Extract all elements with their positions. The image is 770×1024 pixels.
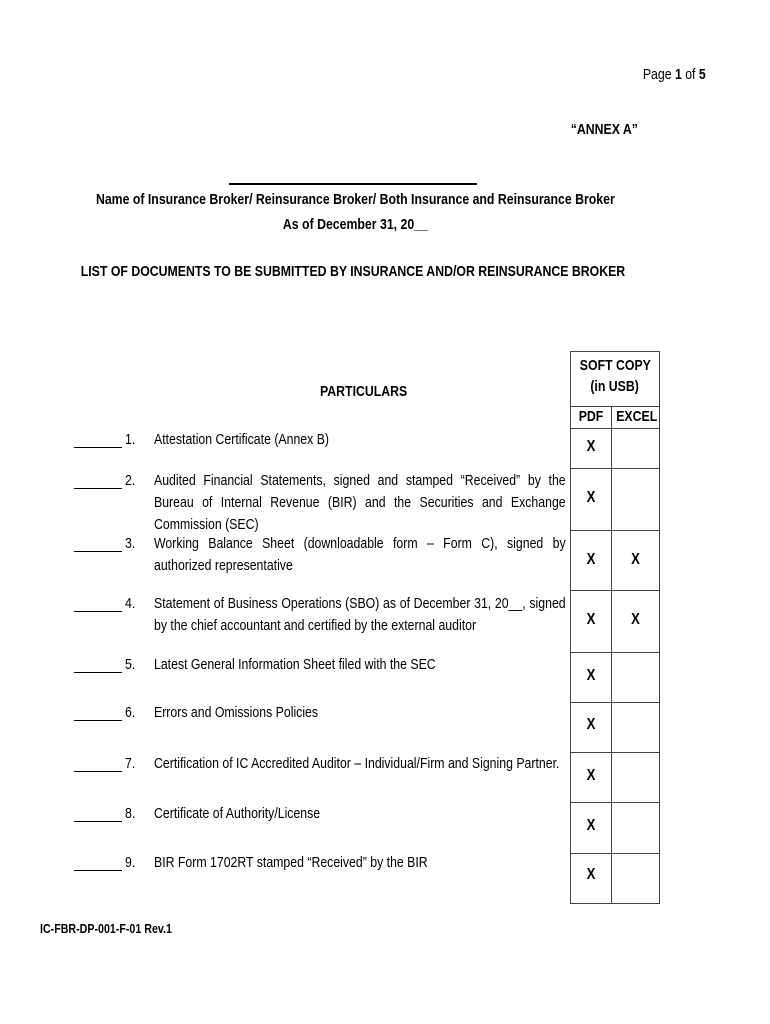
pdf-cell: X — [586, 716, 596, 733]
page-total: 5 — [699, 66, 706, 83]
table-row — [571, 653, 659, 703]
item-5-text: Latest General Information Sheet filed with the SEC — [154, 656, 436, 673]
soft-copy-header — [571, 352, 659, 407]
table-row — [571, 469, 659, 531]
item-9-text: BIR Form 1702RT stamped “Received” by the BIR — [154, 854, 428, 871]
item-6-number: 6. — [125, 704, 136, 721]
excel-cell — [611, 803, 659, 853]
soft-copy-table — [570, 351, 660, 904]
excel-cell: X — [611, 531, 659, 590]
list-title: LIST OF DOCUMENTS TO BE SUBMITTED BY INSURANCE AND/OR REINSURANCE BROKER — [80, 263, 625, 280]
form-code: IC-FBR-DP-001-F-01 Rev.1 — [40, 921, 172, 936]
item-8-check-blank[interactable] — [74, 821, 122, 822]
item-2-text: Audited Financial Statements, signed and stamped “Received” by the Bureau of Internal Revenue (BIR) and the Securities and Exchange Commission (SEC) — [154, 472, 566, 533]
table-row — [571, 753, 659, 803]
table-row — [571, 429, 659, 469]
excel-cell — [611, 653, 659, 702]
table-row — [571, 703, 659, 753]
item-2-check-blank[interactable] — [74, 488, 122, 489]
item-1-check-blank[interactable] — [74, 447, 122, 448]
particulars-header: PARTICULARS — [320, 383, 408, 400]
pdf-cell: X — [586, 767, 596, 784]
table-row — [571, 531, 659, 591]
page-prefix: Page — [643, 66, 676, 83]
table-row — [571, 803, 659, 854]
list-title-wrap — [0, 263, 705, 280]
item-5-check-blank[interactable] — [74, 672, 122, 673]
item-9-number: 9. — [125, 854, 136, 871]
pdf-cell: X — [586, 866, 596, 883]
item-6-check-blank[interactable] — [74, 720, 122, 721]
pdf-cell: X — [586, 551, 596, 568]
table-row — [571, 854, 659, 903]
excel-cell — [611, 429, 659, 468]
pdf-cell: X — [586, 817, 596, 834]
page-number — [643, 66, 706, 83]
item-8-text: Certificate of Authority/License — [154, 805, 321, 822]
excel-cell — [611, 703, 659, 752]
item-3-number: 3. — [125, 535, 136, 552]
item-4-number: 4. — [125, 595, 136, 612]
item-9-check-blank[interactable] — [74, 870, 122, 871]
excel-cell — [611, 469, 659, 530]
item-7-check-blank[interactable] — [74, 771, 122, 772]
item-5-number: 5. — [125, 656, 136, 673]
item-4-check-blank[interactable] — [74, 611, 122, 612]
pdf-cell: X — [586, 611, 596, 628]
col-pdf-header: PDF — [578, 408, 604, 425]
item-3-text: Working Balance Sheet (downloadable form – Form C), signed by authorized representative — [154, 535, 566, 574]
item-7-text: Certification of IC Accredited Auditor – Individual/Firm and Signing Partner. — [154, 755, 560, 772]
as-of-wrap — [0, 216, 710, 233]
broker-name-label-wrap — [0, 191, 710, 208]
excel-cell — [611, 854, 659, 903]
item-6-text: Errors and Omissions Policies — [154, 704, 319, 721]
item-3-check-blank[interactable] — [74, 551, 122, 552]
column-header-row — [571, 407, 659, 429]
pdf-cell: X — [586, 667, 596, 684]
excel-cell — [611, 753, 659, 802]
annex-label: “ANNEX A” — [570, 121, 638, 138]
table-row — [571, 591, 659, 653]
broker-name-label: Name of Insurance Broker/ Reinsurance Broker/ Both Insurance and Reinsurance Broker — [95, 191, 615, 208]
item-2-number: 2. — [125, 472, 136, 489]
pdf-cell: X — [586, 489, 596, 506]
item-1-number: 1. — [125, 431, 136, 448]
broker-name-blank — [229, 183, 477, 185]
col-excel-header: EXCEL — [611, 407, 659, 428]
soft-copy-title: SOFT COPY — [579, 357, 651, 374]
page-of: of — [682, 66, 700, 83]
as-of-date: As of December 31, 20__ — [282, 216, 428, 233]
page-current: 1 — [675, 66, 683, 83]
item-4-text: Statement of Business Operations (SBO) as of December 31, 20__, signed by the chief accountant and certified by the external auditor — [154, 595, 566, 634]
item-1-text: Attestation Certificate (Annex B) — [154, 431, 330, 448]
item-8-number: 8. — [125, 805, 136, 822]
soft-copy-subtitle: (in USB) — [590, 378, 640, 395]
item-7-number: 7. — [125, 755, 136, 772]
pdf-cell: X — [586, 438, 596, 455]
excel-cell: X — [611, 591, 659, 652]
